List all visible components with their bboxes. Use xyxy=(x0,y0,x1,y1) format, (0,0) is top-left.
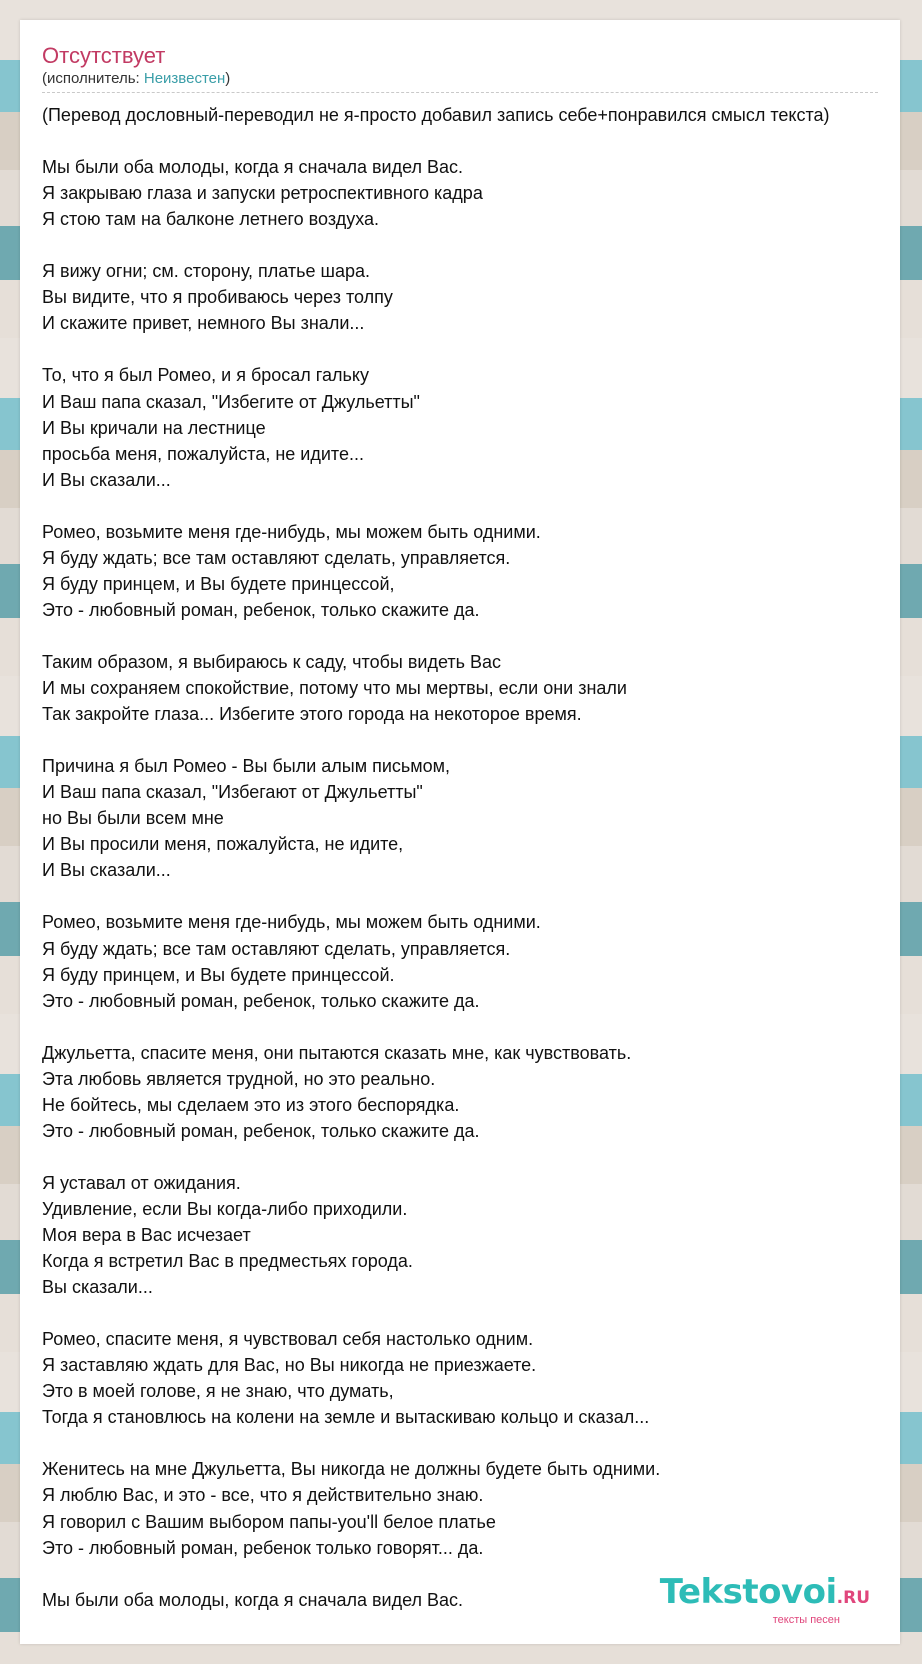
song-header xyxy=(42,42,878,93)
artist-prefix: (исполнитель: xyxy=(42,70,144,87)
site-logo[interactable] xyxy=(660,1574,870,1626)
logo-tagline: тексты песен xyxy=(772,1614,840,1626)
artist-suffix: ) xyxy=(225,70,231,87)
logo-brand xyxy=(660,1574,870,1616)
logo-brand-name: Tekstovoi xyxy=(659,1572,837,1612)
artist-link[interactable]: Неизвестен xyxy=(143,70,226,87)
artist-line xyxy=(42,70,878,88)
lyrics-text: (Перевод дословный-переводил не я-просто добавил запись себе+понравился смысл текста) Мы были оба молоды, когда я сначала видел Вас. Я закрываю глаза и запуски ретроспективного кадра Я стою там на балконе летнего воздуха. Я вижу огни; см. сторону, платье шара. Вы видите, что я пробиваюсь через толпу И скажите привет, немного Вы знали... То, что я был Ромео, и я бросал гальку И Ваш папа сказал, "Избегите от Джульетты" И Вы кричали на лестнице просьба меня, пожалуйста, не идите... И Вы сказали... Ромео, возьмите меня где-нибудь, мы можем быть одними. Я буду ждать; все там оставляют сделать, управляется. Я буду принцем, и Вы будете принцессой, Это - любовный роман, ребенок, только скажите да. Таким образом, я выбираюсь к саду, чтобы видеть Вас И мы сохраняем спокойствие, потому что мы мертвы, если они знали Так закройте глаза... Избегите этого города на некоторое время. Причина я был Ромео - Вы были алым письмом, И Ваш папа сказал, "Избегают от Джульетты" но Вы были всем мне И Вы просили меня, пожалуйста, не идите, И Вы сказали... Ромео, возьмите меня где-нибудь, мы можем быть одними. Я буду ждать; все там оставляют сделать, управляется. Я буду принцем, и Вы будете принцессой. Это - любовный роман, ребенок, только скажите да. Джульетта, спасите меня, они пытаются сказать мне, как чувствовать. Эта любовь является трудной, но это реально. Не бойтесь, мы сделаем это из этого беспорядка. Это - любовный роман, ребенок, только скажите да. Я уставал от ожидания. Удивление, если Вы когда-либо приходили. Моя вера в Вас исчезает Когда я встретил Вас в предместьях города. Вы сказали... Ромео, спасите меня, я чувствовал себя настолько одним. Я заставляю ждать для Вас, но Вы никогда не приезжаете. Это в моей голове, я не знаю, что думать, Тогда я становлюсь на колени на земле и вытаскиваю кольцо и сказал... Женитесь на мне Джульетта, Вы никогда не должны будете быть одними. Я люблю Вас, и это - все, что я действительно знаю. Я говорил с Вашим выбором папы-you'll белое платье Это - любовный роман, ребенок только говорят... да. Мы были оба молоды, когда я сначала видел Вас. xyxy=(42,105,830,1610)
song-title: Отсутствует xyxy=(42,43,166,68)
logo-tld: .RU xyxy=(836,1588,870,1608)
lyrics-card xyxy=(20,20,900,1644)
